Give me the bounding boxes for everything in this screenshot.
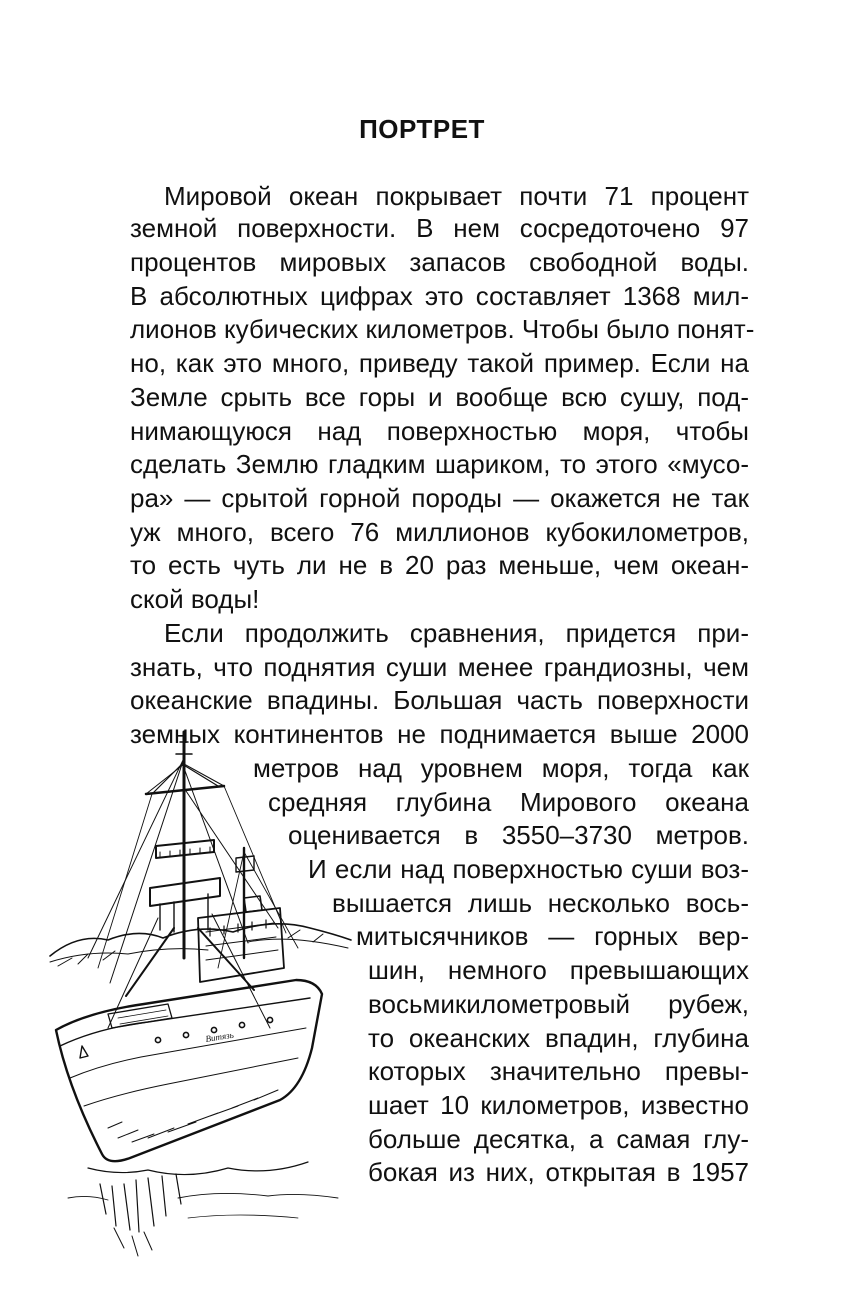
text-line: И если над поверхностью суши воз-	[308, 854, 749, 884]
text-line: лионов кубических километров. Чтобы было понят-	[130, 314, 755, 344]
text-line: земной поверхности. В нем сосредоточено 97	[130, 213, 749, 243]
text-line: которых значительно превы-	[368, 1056, 749, 1086]
text-line: океанские впадины. Большая часть поверхности	[130, 685, 749, 715]
text-line: ской воды!	[130, 584, 260, 614]
text-line: но, как это много, приведу такой пример. Если на	[130, 348, 749, 378]
text-line: средняя глубина Мирового океана	[268, 787, 749, 817]
text-line: больше десятка, а самая глу-	[368, 1124, 749, 1154]
text-line: Земле срыть все горы и вообще всю сушу, под-	[130, 382, 749, 412]
text-line: то океанских впадин, глубина	[368, 1023, 749, 1053]
text-line: вышается лишь несколько вось-	[332, 888, 749, 918]
text-line: метров над уровнем моря, тогда как	[253, 753, 749, 783]
text-line: бокая из них, открытая в 1957	[368, 1157, 749, 1187]
ship-illustration	[48, 728, 353, 1260]
text-line: ра» — срытой горной породы — окажется не так	[130, 483, 749, 513]
text-line: уж много, всего 76 миллионов кубокилометров,	[130, 517, 749, 547]
text-line: Если продолжить сравнения, придется при-	[164, 618, 749, 648]
text-line: оценивается в 3550–3730 метров.	[288, 820, 749, 850]
text-line: восьмикилометровый рубеж,	[368, 989, 749, 1019]
text-line: знать, что поднятия суши менее грандиозны, чем	[130, 652, 749, 682]
text-line: процентов мировых запасов свободной воды.	[130, 247, 749, 277]
text-line: шин, немного превышающих	[368, 955, 749, 985]
text-line: шает 10 километров, известно	[368, 1090, 749, 1120]
text-line: митысячников — горных вер-	[356, 921, 749, 951]
ship-name-label: Витязь	[204, 1029, 235, 1044]
text-line: сделать Землю гладким шариком, то этого «мусо-	[130, 449, 749, 479]
text-line: Мировой океан покрывает почти 71 процент	[164, 181, 749, 211]
text-line: В абсолютных цифрах это составляет 1368 мил-	[130, 281, 749, 311]
text-line: то есть чуть ли не в 20 раз меньше, чем океан-	[130, 550, 749, 580]
text-line: земных континентов не поднимается выше 2000	[130, 719, 749, 749]
text-line: нимающуюся над поверхностью моря, чтобы	[130, 416, 749, 446]
page-title: ПОРТРЕТ	[359, 114, 485, 144]
